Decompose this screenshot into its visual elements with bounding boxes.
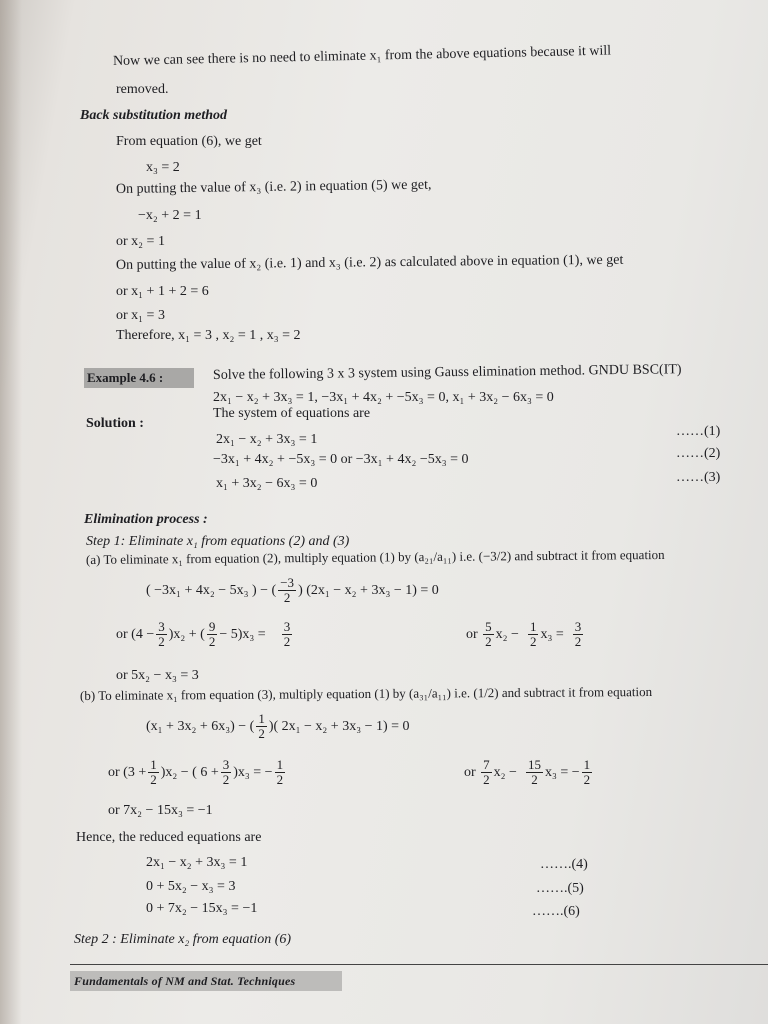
example-label: Example 4.6 : xyxy=(84,368,194,388)
step-a-or-line-2: or $\frac{5}{2}$ x₂ − $\frac{1}{2}$ x₃ = $\frac{3}{2}$ xyxy=(466,619,582,650)
fraction: $\frac{1}{2}$ xyxy=(276,757,284,788)
footer-title: Fundamentals of NM and Stat. Techniques xyxy=(70,971,342,991)
back-sub-line: −x₂ + 2 = 1 xyxy=(138,208,202,223)
step-2-heading: Step 2 : Eliminate x₂ from equation (6) xyxy=(74,932,292,947)
back-sub-line: or x₁ + 1 + 2 = 6 xyxy=(116,284,209,299)
step-b-equation-left: (x₁ + 3x₂ + 6x₃) − ( xyxy=(146,719,255,734)
step-a-text: (a) To eliminate x₁ from equation (2), multiply equation (1) by (a₂₁/a₁₁) i.e. (−3/2) and subtract it from equation xyxy=(85,546,665,567)
fraction: $\frac{1}{2}$ xyxy=(583,757,591,788)
equation-tag-3: ……(3) xyxy=(676,470,721,485)
step-b-or-line-1: or (3 + $\frac{1}{2}$ )x₂ − ( 6 + $\frac{3}{2}$ )x₃ = − $\frac{1}{2}$ xyxy=(108,757,284,788)
reduced-equation-6: 0 + 7x₂ − 15x₃ = −1 xyxy=(146,901,258,916)
reduced-equation-4: 2x₁ − x₂ + 3x₃ = 1 xyxy=(146,855,248,870)
example-equations: 2x₁ − x₂ + 3x₃ = 1, −3x₁ + 4x₂ + −5x₃ = 0, x₁ + 3x₂ − 6x₃ = 0 xyxy=(213,390,554,405)
fraction: $\frac{9}{2}$ xyxy=(208,619,216,650)
fraction: $\frac{7}{2}$ xyxy=(483,757,490,788)
step-a-or-line-1: or (4 − $\frac{3}{2}$ )x₂ + ( $\frac{9}{2}$ − 5)x₃ = $\frac{3}{2}$ xyxy=(116,619,291,650)
step-1-heading: Step 1: Eliminate x₁ from equations (2) and (3) xyxy=(86,534,350,549)
equation-tag-5: …….(5) xyxy=(536,881,584,896)
equation-tag-2: ……(2) xyxy=(676,446,721,461)
solution-label: Solution : xyxy=(86,416,144,431)
back-sub-line: On putting the value of x₃ (i.e. 2) in equation (5) we get, xyxy=(115,177,432,197)
reduced-equations-intro: Hence, the reduced equations are xyxy=(76,830,262,845)
fraction: $\frac{1}{2}$ xyxy=(150,757,157,788)
fraction: $\frac{3}{2}$ xyxy=(222,757,230,788)
system-equation-3: x₁ + 3x₂ − 6x₃ = 0 xyxy=(216,476,318,491)
step-b-text: (b) To eliminate x₁ from equation (3), multiply equation (1) by (a₃₁/a₁₁) i.e. (1/2) and subtract it from equation xyxy=(79,684,653,703)
fraction: $\frac{1}{2}$ xyxy=(258,711,265,742)
fraction: $\frac{1}{2}$ xyxy=(529,619,537,650)
system-equation-2: −3x₁ + 4x₂ + −5x₃ = 0 or −3x₁ + 4x₂ −5x₃ = 0 xyxy=(213,452,469,467)
back-sub-line: On putting the value of x₂ (i.e. 1) and x₃ (i.e. 2) as calculated above in equation (1), we get xyxy=(115,252,624,273)
step-b-or-line-2: or $\frac{7}{2}$ x₂ − $\frac{15}{2}$ x₃ = − $\frac{1}{2}$ xyxy=(464,757,591,788)
back-substitution-heading: Back substitution method xyxy=(80,108,228,123)
back-sub-line: or x₂ = 1 xyxy=(116,234,165,249)
page-shadow xyxy=(0,0,22,1024)
step-a-equation-right: ) (2x₁ − x₂ + 3x₃ − 1) = 0 xyxy=(298,583,439,598)
fraction: $\frac{3}{2}$ xyxy=(283,619,291,650)
fraction: $\frac{5}{2}$ xyxy=(485,619,492,650)
step-b-result: or 7x₂ − 15x₃ = −1 xyxy=(108,803,213,818)
equation-tag-4: …….(4) xyxy=(540,857,588,872)
step-b-equation xyxy=(146,712,410,742)
footer-divider xyxy=(70,964,768,965)
step-a-result: or 5x₂ − x₃ = 3 xyxy=(116,668,199,683)
equation-tag-1: ……(1) xyxy=(676,424,721,439)
fraction: $\frac{3}{2}$ xyxy=(158,619,165,650)
fraction: $\frac{15}{2}$ xyxy=(527,757,541,788)
equation-tag-6: …….(6) xyxy=(532,904,580,919)
example-statement: Solve the following 3 x 3 system using Gauss elimination method. GNDU BSC(IT) xyxy=(212,362,682,383)
step-a-equation xyxy=(146,576,439,606)
back-sub-line: or x₁ = 3 xyxy=(116,308,165,323)
back-sub-result: Therefore, x₁ = 3 , x₂ = 1 , x₃ = 2 xyxy=(116,328,301,343)
step-b-equation-right: )( 2x₁ − x₂ + 3x₃ − 1) = 0 xyxy=(268,719,410,734)
fraction: $\frac{3}{2}$ xyxy=(574,619,582,650)
solution-intro: The system of equations are xyxy=(213,406,371,421)
elimination-heading: Elimination process : xyxy=(84,512,208,527)
intro-line-2: removed. xyxy=(116,82,169,97)
step-a-equation-left: ( −3x₁ + 4x₂ − 5x₃ ) − ( xyxy=(146,583,277,598)
back-sub-line: From equation (6), we get xyxy=(116,134,262,149)
intro-line-1: Now we can see there is no need to eliminate x₁ from the above equations because it will xyxy=(112,43,612,69)
back-sub-line: x₃ = 2 xyxy=(146,160,180,175)
system-equation-1: 2x₁ − x₂ + 3x₃ = 1 xyxy=(216,432,318,447)
reduced-equation-5: 0 + 5x₂ − x₃ = 3 xyxy=(146,879,236,894)
fraction: $\frac{-3}{2}$ xyxy=(280,575,295,606)
